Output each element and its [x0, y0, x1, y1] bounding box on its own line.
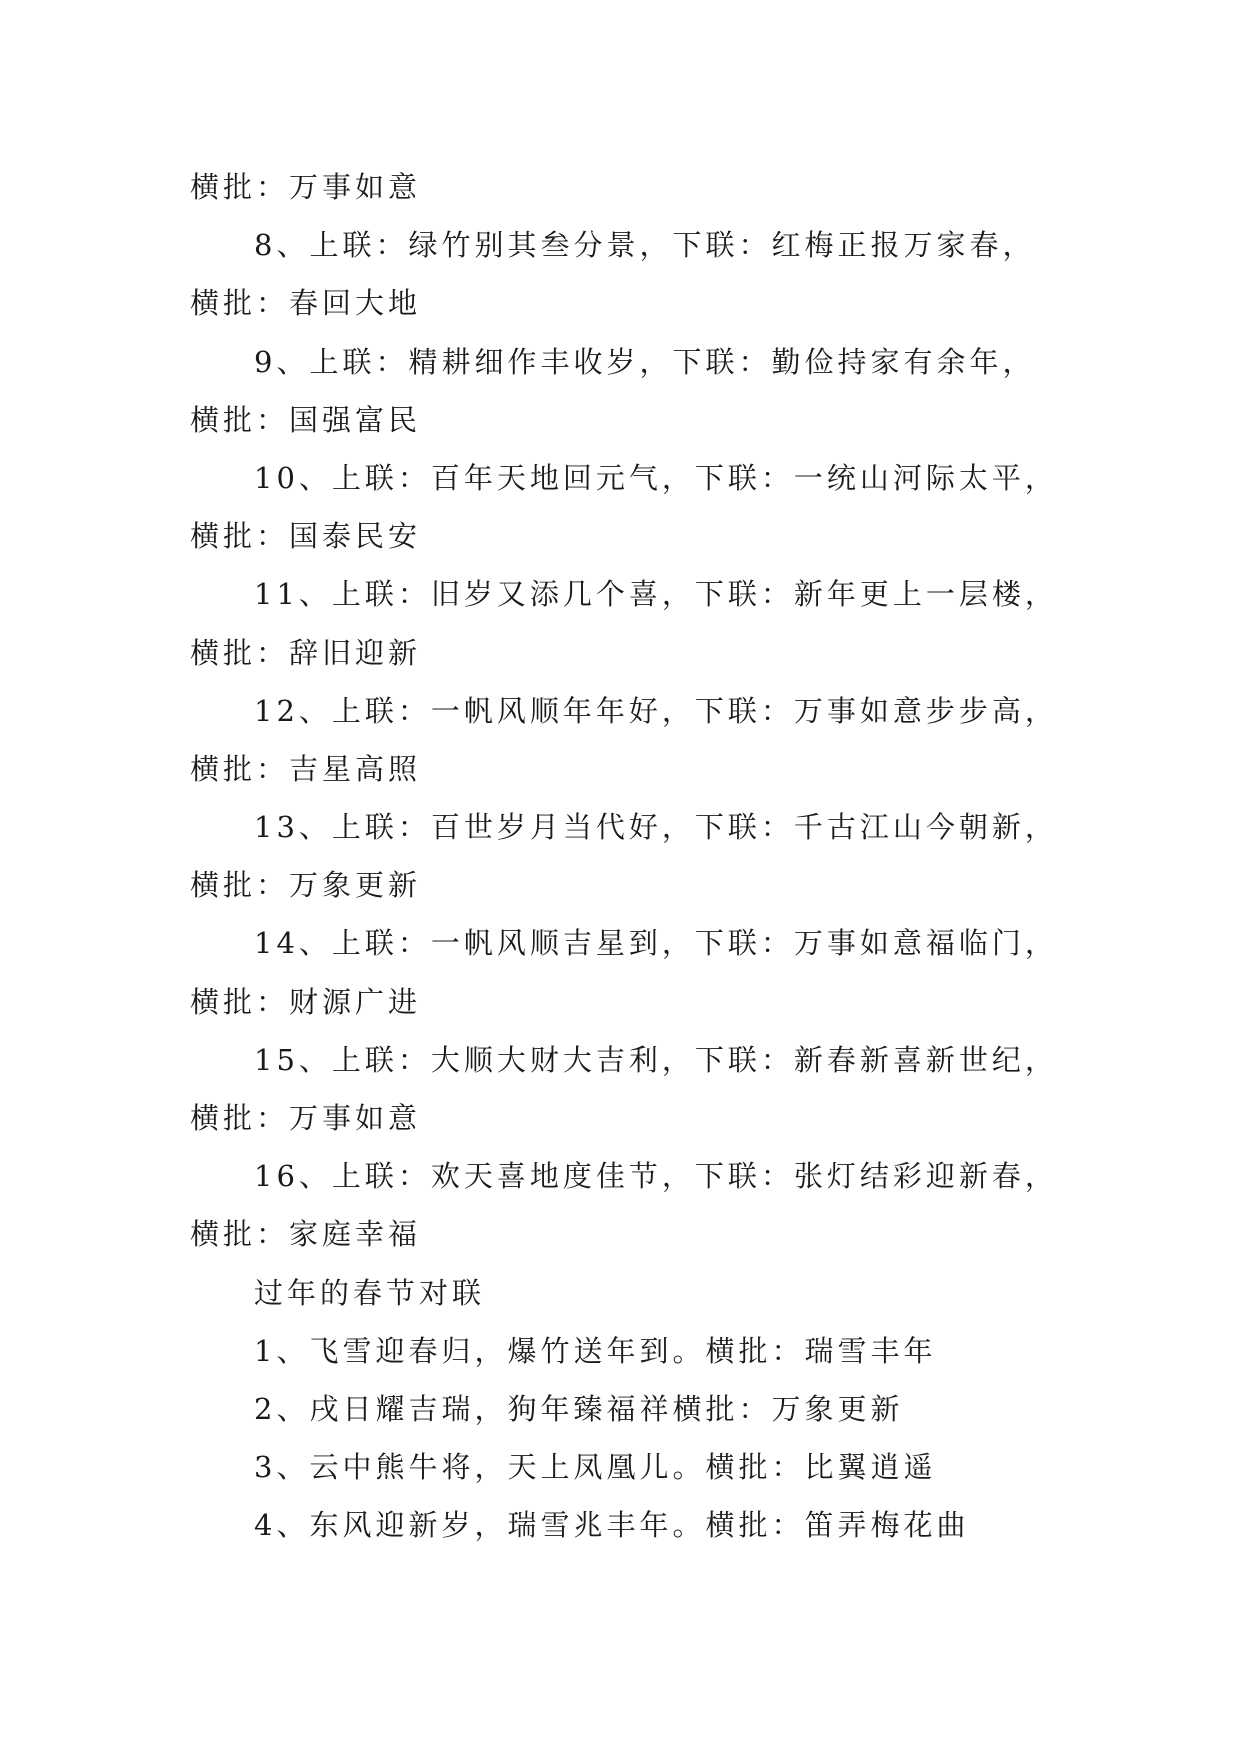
text-line: 横批：万事如意 — [190, 1101, 422, 1135]
text-line: 13、上联：百世岁月当代好，下联：千古江山今朝新， — [254, 810, 1058, 845]
text-line: 9、上联：精耕细作丰收岁，下联：勤俭持家有余年， — [254, 344, 1036, 379]
text-line: 10、上联：百年天地回元气，下联：一统山河际太平， — [254, 460, 1058, 495]
text-line: 1、飞雪迎春归，爆竹送年到。横批：瑞雪丰年 — [254, 1333, 937, 1368]
text-line: 横批：财源广进 — [190, 984, 422, 1019]
text-line: 14、上联：一帆风顺吉星到，下联：万事如意福临门， — [254, 926, 1058, 961]
text-line: 过年的春节对联 — [254, 1275, 486, 1310]
text-line: 横批：万事如意 — [190, 170, 422, 204]
text-line: 横批：吉星高照 — [190, 751, 422, 786]
text-line: 2、戌日耀吉瑞，狗年臻福祥横批：万象更新 — [254, 1391, 904, 1426]
text-line: 16、上联：欢天喜地度佳节，下联：张灯结彩迎新春， — [254, 1159, 1058, 1194]
text-line: 横批：春回大地 — [190, 286, 422, 321]
text-line: 12、上联：一帆风顺年年好，下联：万事如意步步高， — [254, 693, 1058, 728]
text-line: 8、上联：绿竹别其叁分景，下联：红梅正报万家春， — [254, 228, 1036, 263]
text-line: 横批：国强富民 — [190, 402, 422, 437]
text-line: 3、云中熊牛将，天上凤凰儿。横批：比翼逍遥 — [254, 1450, 937, 1485]
text-line: 15、上联：大顺大财大吉利，下联：新春新喜新世纪， — [254, 1042, 1058, 1077]
text-line: 11、上联：旧岁又添几个喜，下联：新年更上一层楼， — [254, 577, 1058, 612]
text-line: 横批：家庭幸福 — [190, 1217, 422, 1252]
document-body — [190, 158, 1090, 1555]
text-line: 横批：万象更新 — [190, 868, 422, 903]
text-line: 横批：国泰民安 — [190, 519, 422, 554]
text-line: 4、东风迎新岁，瑞雪兆丰年。横批：笛弄梅花曲 — [254, 1508, 970, 1543]
text-line: 横批：辞旧迎新 — [190, 635, 422, 670]
